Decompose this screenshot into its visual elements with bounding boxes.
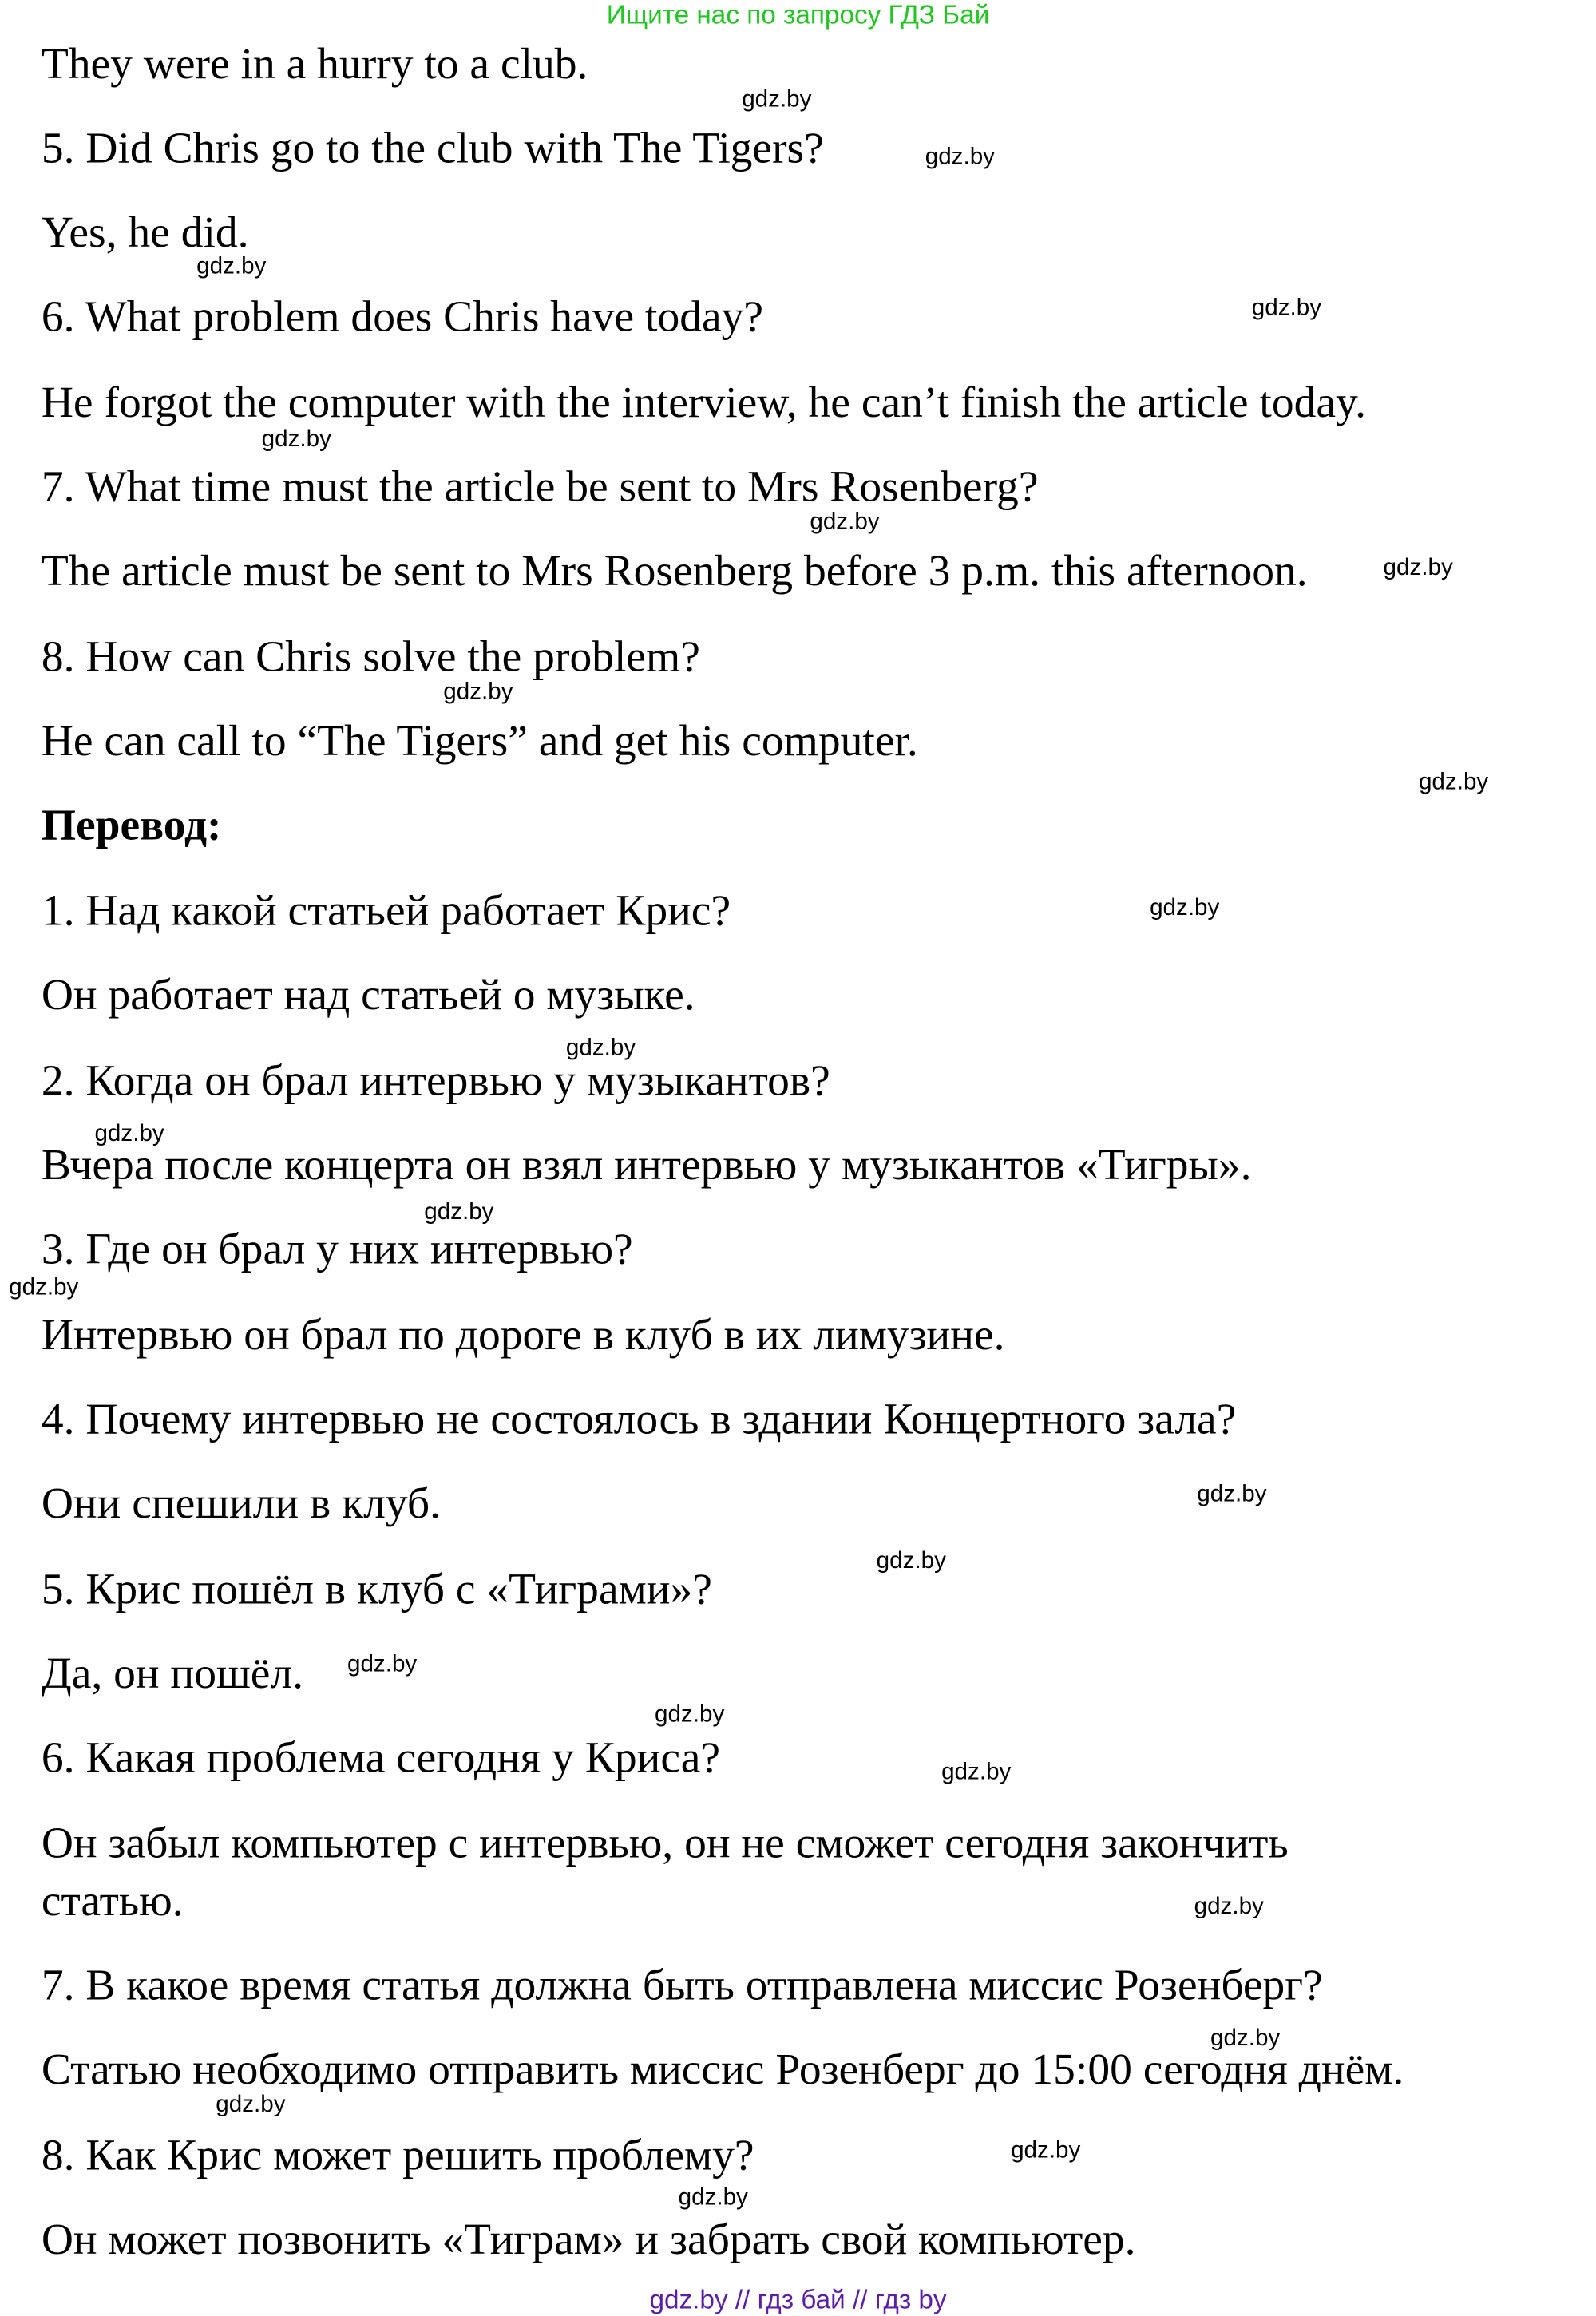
watermark: gdz.by: [1251, 295, 1322, 321]
watermark: gdz.by: [678, 2185, 748, 2211]
text-line: Вчера после концерта он взял интервью у музыкантов «Тигры».: [41, 1140, 1252, 1190]
watermark: gdz.by: [347, 1652, 418, 1677]
text-line: 1. Над какой статьей работает Крис?: [41, 886, 731, 936]
watermark: gdz.by: [94, 1121, 164, 1147]
text-line: 7. В какое время статья должна быть отправлена миссис Розенберг?: [41, 1961, 1323, 2010]
watermark: gdz.by: [654, 1702, 725, 1728]
text-line: 7. What time must the article be sent to Mrs Rosenberg?: [41, 462, 1039, 512]
watermark: gdz.by: [1210, 2025, 1281, 2052]
watermark: gdz.by: [925, 145, 995, 170]
text-line: 6. Какая проблема сегодня у Криса?: [41, 1733, 721, 1783]
text-line: He forgot the computer with the interview, he can’t finish the article today.: [41, 378, 1367, 427]
text-line: 5. Крис пошёл в клуб с «Тиграми»?: [41, 1565, 712, 1614]
text-line: Он забыл компьютер с интервью, он не сможет сегодня закончить: [41, 1819, 1289, 1868]
watermark: gdz.by: [941, 1760, 1012, 1786]
watermark: gdz.by: [1197, 1482, 1267, 1508]
watermark: gdz.by: [876, 1548, 946, 1574]
watermark: gdz.by: [216, 2092, 286, 2118]
watermark: gdz.by: [261, 426, 331, 453]
text-line: 4. Почему интервью не состоялось в здании Концертного зала?: [41, 1395, 1237, 1444]
watermark: gdz.by: [9, 1275, 79, 1301]
watermark: gdz.by: [443, 679, 513, 705]
watermark: gdz.by: [565, 1035, 636, 1062]
text-line: 2. Когда он брал интервью у музыкантов?: [41, 1056, 830, 1106]
watermark: gdz.by: [1383, 555, 1453, 581]
text-line: 3. Где он брал у них интервью?: [41, 1225, 633, 1274]
watermark: gdz.by: [1194, 1894, 1264, 1920]
text-line: Он может позвонить «Тиграм» и забрать свой компьютер.: [41, 2215, 1136, 2264]
section-heading: Перевод:: [41, 801, 222, 850]
text-line: Интервью он брал по дороге в клуб в их лимузине.: [41, 1310, 1005, 1360]
watermark: gdz.by: [742, 87, 812, 113]
text-line: He can call to “The Tigers” and get his computer.: [41, 716, 918, 766]
text-line: статью.: [41, 1876, 184, 1926]
watermark: gdz.by: [196, 254, 267, 279]
header-search-banner[interactable]: Ищите нас по запросу ГДЗ Бай: [606, 0, 990, 30]
watermark: gdz.by: [1150, 895, 1220, 921]
watermark: gdz.by: [810, 509, 880, 536]
text-line: Они спешили в клуб.: [41, 1479, 442, 1528]
text-line: The article must be sent to Mrs Rosenberg before 3 p.m. this afternoon.: [41, 546, 1308, 596]
text-line: 5. Did Chris go to the club with The Tigers?: [41, 124, 824, 173]
text-line: Да, он пошёл.: [41, 1649, 303, 1698]
text-line: 8. Как Крис может решить проблему?: [41, 2131, 754, 2180]
text-line: Он работает над статьей о музыке.: [41, 971, 695, 1020]
text-line: Yes, he did.: [41, 208, 249, 258]
text-line: They were in a hurry to a club.: [41, 39, 588, 89]
text-line: Статью необходимо отправить миссис Розенберг до 15:00 сегодня днём.: [41, 2045, 1404, 2094]
text-line: 8. How can Chris solve the problem?: [41, 632, 700, 682]
watermark: gdz.by: [1418, 770, 1489, 795]
text-line: 6. What problem does Chris have today?: [41, 292, 764, 342]
footer-site-links[interactable]: gdz.by // гдз бай // гдз by: [649, 2284, 947, 2314]
watermark: gdz.by: [1011, 2138, 1081, 2164]
watermark: gdz.by: [424, 1200, 494, 1225]
